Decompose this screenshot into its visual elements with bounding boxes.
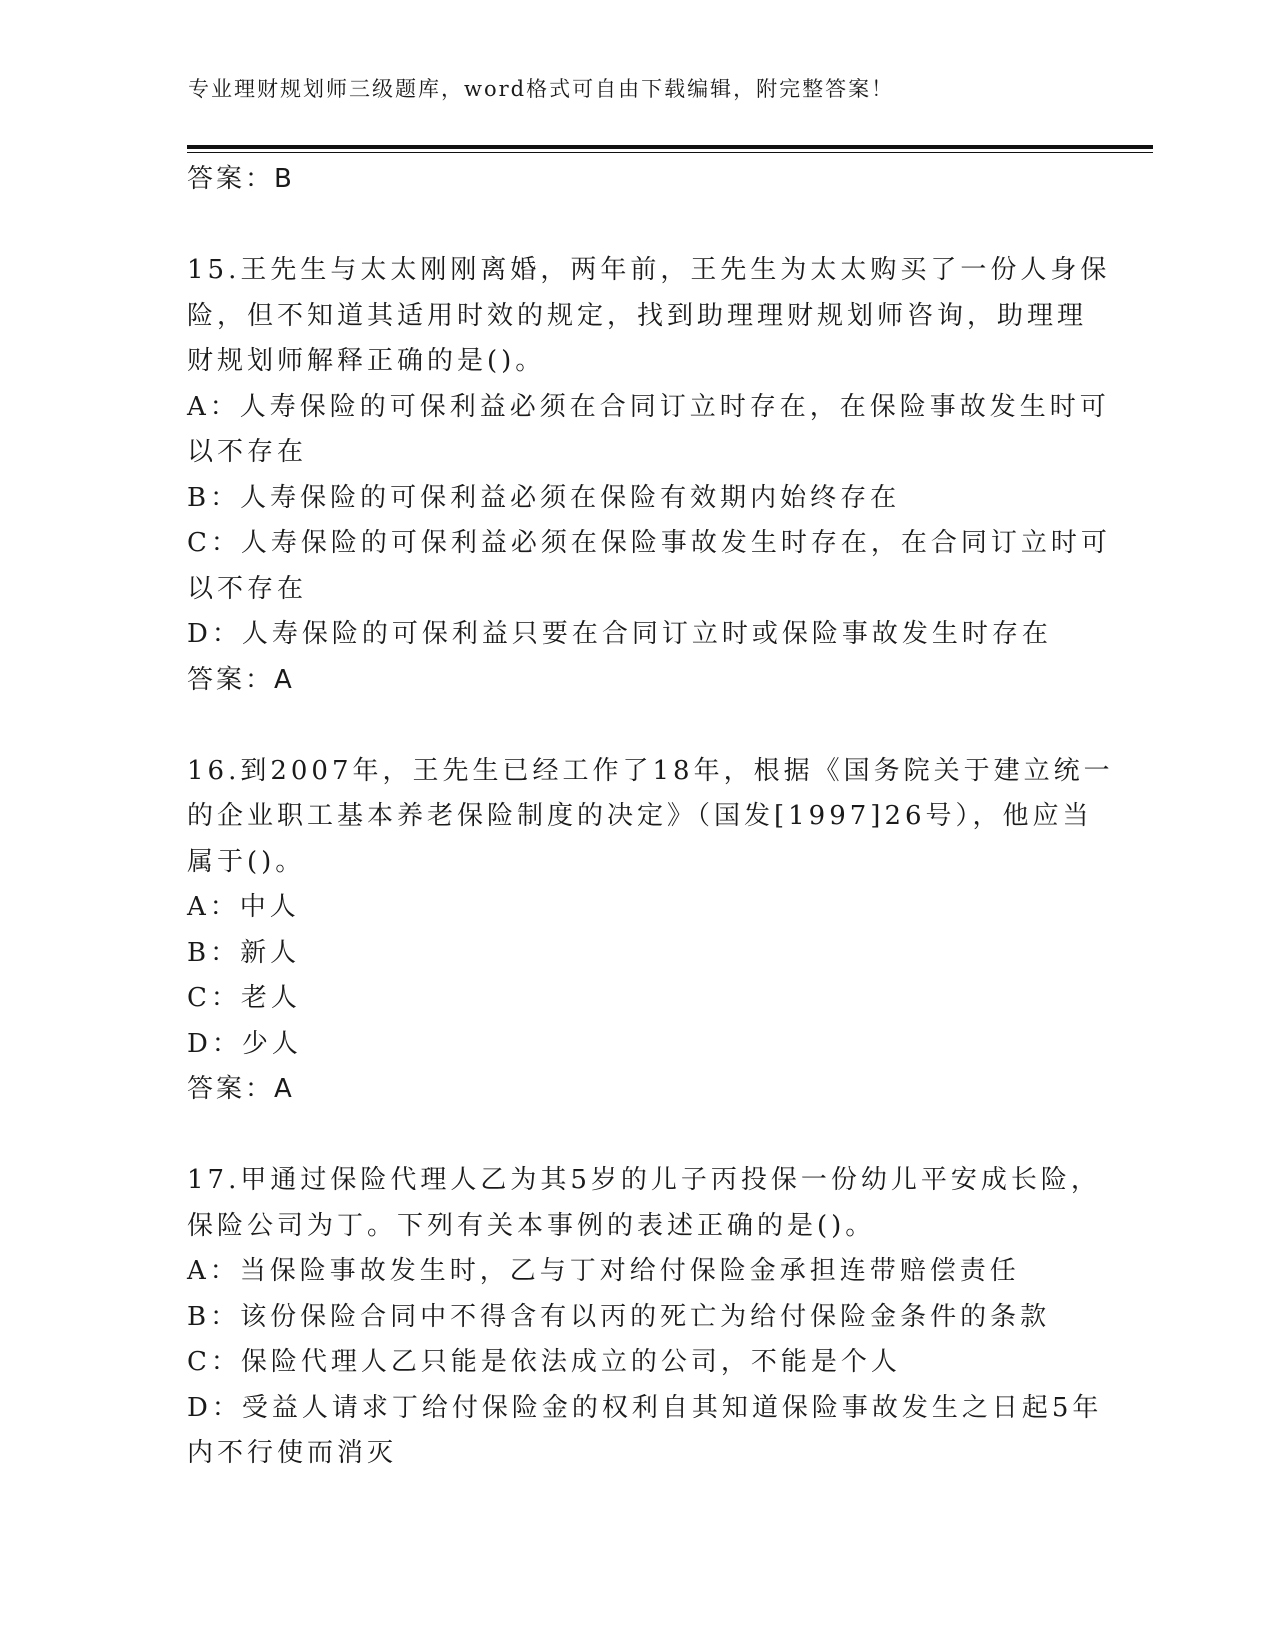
spacer (187, 1113, 1087, 1159)
option-c-line: C：老人 (187, 983, 301, 1013)
option-d-line: D：少人 (187, 1028, 302, 1059)
question-stem-line: 16.到2007年，王先生已经工作了18年，根据《国务院关于建立统一 (187, 755, 1114, 786)
option-a-line: A：当保险事故发生时，乙与丁对给付保险金承担连带赔偿责任 (187, 1256, 1020, 1286)
spacer (187, 703, 1087, 749)
question-answer: 答案：A (187, 664, 295, 695)
question-15 (187, 248, 1111, 703)
previous-answer: 答案：B (187, 164, 295, 194)
option-c-line: 以不存在 (187, 573, 308, 604)
option-c-line: C：人寿保险的可保利益必须在保险事故发生时存在，在合同订立时可 (187, 528, 1111, 558)
question-stem-line: 的企业职工基本养老保险制度的决定》（国发[1997]26号），他应当 (187, 801, 1093, 831)
question-16 (187, 749, 1114, 1113)
question-17 (187, 1158, 1103, 1477)
option-b-line: B：人寿保险的可保利益必须在保险有效期内始终存在 (187, 482, 901, 513)
option-a-line: A：人寿保险的可保利益必须在合同订立时存在，在保险事故发生时可 (187, 391, 1110, 422)
header-rule-thick (187, 145, 1153, 149)
option-c-line: C：保险代理人乙只能是依法成立的公司，不能是个人 (187, 1347, 901, 1377)
option-a-line: 以不存在 (187, 437, 308, 467)
question-stem-line: 属于()。 (187, 846, 306, 877)
document-body (187, 157, 1114, 1477)
option-d-line: D：人寿保险的可保利益只要在合同订立时或保险事故发生时存在 (187, 619, 1052, 649)
option-d-line: D：受益人请求丁给付保险金的权利自其知道保险事故发生之日起5年 (187, 1392, 1103, 1423)
option-a-line: A：中人 (187, 892, 300, 922)
question-stem-line: 15.王先生与太太刚刚离婚，两年前，王先生为太太购买了一份人身保 (187, 255, 1111, 285)
page-header-text: 专业理财规划师三级题库，word格式可自由下载编辑，附完整答案！ (188, 77, 895, 101)
question-answer: 答案：A (187, 1074, 295, 1104)
header-rule-thin (187, 152, 1153, 153)
question-stem-line: 险，但不知道其适用时效的规定，找到助理理财规划师咨询，助理理 (187, 300, 1088, 331)
spacer (187, 203, 1087, 249)
option-b-line: B：该份保险合同中不得含有以丙的死亡为给付保险金条件的条款 (187, 1301, 1051, 1332)
question-stem-line: 财规划师解释正确的是()。 (187, 346, 546, 376)
option-d-line: 内不行使而消灭 (187, 1438, 398, 1468)
question-stem-line: 保险公司为丁。下列有关本事例的表述正确的是()。 (187, 1210, 876, 1241)
question-stem-line: 17.甲通过保险代理人乙为其5岁的儿子丙投保一份幼儿平安成长险， (187, 1165, 1101, 1195)
option-b-line: B：新人 (187, 937, 301, 968)
